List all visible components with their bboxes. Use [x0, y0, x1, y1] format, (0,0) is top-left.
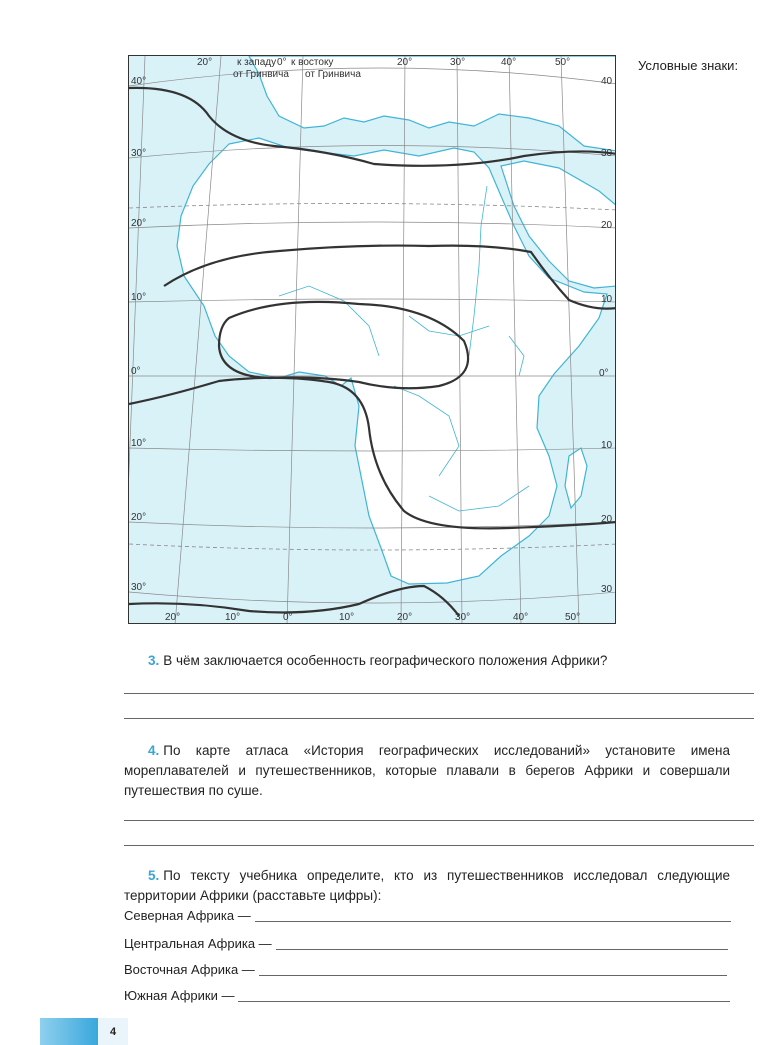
question-number: 5. — [148, 868, 160, 883]
land-mass — [177, 56, 616, 584]
lat-label-left: 10° — [131, 292, 147, 303]
answer-line[interactable] — [238, 1001, 730, 1002]
answer-line[interactable] — [276, 949, 728, 950]
question-text: В чём заключается особенность географического положения Африки? — [163, 653, 608, 668]
lon-label-bottom: 10° — [339, 612, 355, 623]
page-number: 4 — [98, 1018, 128, 1045]
lat-label-right: 30 — [601, 584, 613, 595]
answer-line[interactable] — [124, 718, 754, 719]
answer-line[interactable] — [124, 845, 754, 846]
lat-label-right: 10 — [601, 294, 613, 305]
lat-label-left: 20° — [131, 512, 147, 523]
contour-map — [128, 55, 616, 624]
region-row-east — [124, 962, 727, 977]
answer-line[interactable] — [124, 693, 754, 694]
lat-label-right: 20 — [601, 220, 613, 231]
greenwich-west-label: к западу — [237, 57, 277, 68]
lat-label-right: 10 — [601, 440, 613, 451]
region-row-central — [124, 936, 728, 951]
lat-label-left: 20° — [131, 218, 147, 229]
greenwich-west-label-2: от Гринвича — [233, 69, 289, 80]
lat-label-left: 0° — [131, 366, 141, 377]
region-row-north — [124, 908, 731, 923]
lat-label-right: 30 — [601, 148, 613, 159]
lon-label-top: 40° — [501, 57, 517, 68]
answer-line[interactable] — [255, 921, 731, 922]
lat-label-left: 30° — [131, 582, 147, 593]
lat-label-right: 20 — [601, 514, 613, 525]
greenwich-east-label-2: от Гринвича — [305, 69, 361, 80]
question-number: 3. — [148, 653, 160, 668]
greenwich-east-label: к востоку — [291, 57, 334, 68]
question-4 — [124, 741, 730, 801]
lat-label-left: 30° — [131, 148, 147, 159]
question-3 — [148, 651, 748, 671]
lon-label-top: 20° — [197, 57, 213, 68]
lon-label-bottom: 40° — [513, 612, 529, 623]
question-5 — [124, 866, 730, 906]
lat-label-right: 40 — [601, 76, 613, 87]
lon-label-bottom: 50° — [565, 612, 581, 623]
lon-label-top: 30° — [450, 57, 466, 68]
lon-label-bottom: 0° — [283, 612, 293, 623]
lon-label-bottom: 10° — [225, 612, 241, 623]
region-row-south — [124, 988, 730, 1003]
region-label: Центральная Африка — — [124, 936, 272, 951]
region-label: Восточная Африка — — [124, 962, 255, 977]
greenwich-zero-label: 0° — [277, 57, 287, 68]
lon-label-bottom: 20° — [397, 612, 413, 623]
lon-label-top: 20° — [397, 57, 413, 68]
region-label: Южная Африки — — [124, 988, 235, 1003]
lat-label-left: 40° — [131, 76, 147, 87]
answer-line[interactable] — [124, 820, 754, 821]
lon-label-top: 50° — [555, 57, 571, 68]
lon-label-bottom: 20° — [165, 612, 181, 623]
lat-label-left: 10° — [131, 438, 147, 449]
lat-label-right: 0° — [599, 368, 609, 379]
region-label: Северная Африка — — [124, 908, 251, 923]
legend-title: Условные знаки: — [638, 58, 739, 73]
question-text: По карте атласа «История географических исследований» установите имена мореплавателей и путешественников, которые плавали в берегов Африки и совершали путешествия по суше. — [124, 743, 730, 798]
question-number: 4. — [148, 743, 160, 758]
question-text: По тексту учебника определите, кто из путешественников исследовал следующие территории Африки (расставьте цифры): — [124, 868, 730, 903]
answer-line[interactable] — [259, 975, 727, 976]
page-color-bar — [40, 1018, 98, 1045]
lon-label-bottom: 30° — [455, 612, 471, 623]
africa-map-svg — [129, 56, 616, 624]
